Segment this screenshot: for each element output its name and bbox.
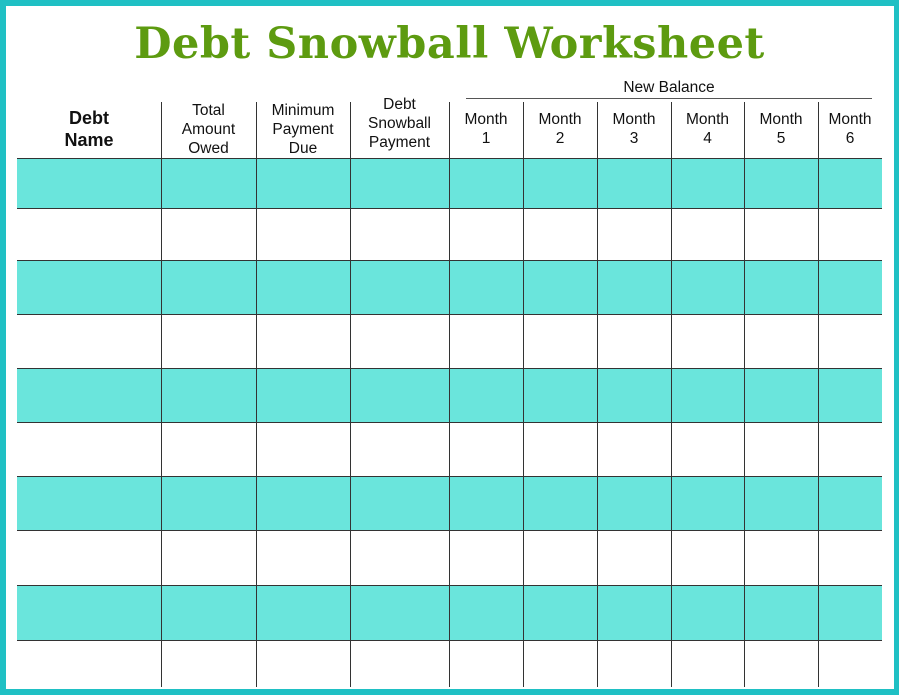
- column-divider: [523, 102, 524, 687]
- header-debt-name: Debt Name: [64, 108, 114, 150]
- header-month-5: Month 5: [759, 111, 803, 147]
- worksheet-title: Debt Snowball Worksheet: [134, 19, 765, 69]
- column-divider: [597, 102, 598, 687]
- column-divider: [818, 102, 819, 687]
- header-minimum-payment-due: Minimum Payment Due: [271, 101, 335, 157]
- header-month-2: Month 2: [538, 111, 582, 147]
- header-total-amount-owed: Total Amount Owed: [181, 101, 236, 157]
- header-month-1: Month 1: [464, 111, 508, 147]
- column-divider: [350, 102, 351, 687]
- header-month-3: Month 3: [612, 111, 656, 147]
- header-month-6: Month 6: [828, 111, 872, 147]
- new-balance-group-header: New Balance: [623, 79, 715, 96]
- header-debt-snowball-payment: Debt Snowball Payment: [368, 95, 431, 151]
- column-divider: [256, 102, 257, 687]
- column-divider: [449, 102, 450, 687]
- header-month-4: Month 4: [685, 111, 730, 147]
- column-divider: [744, 102, 745, 687]
- column-divider: [671, 102, 672, 687]
- column-divider: [161, 102, 162, 687]
- new-balance-underline: [466, 98, 872, 99]
